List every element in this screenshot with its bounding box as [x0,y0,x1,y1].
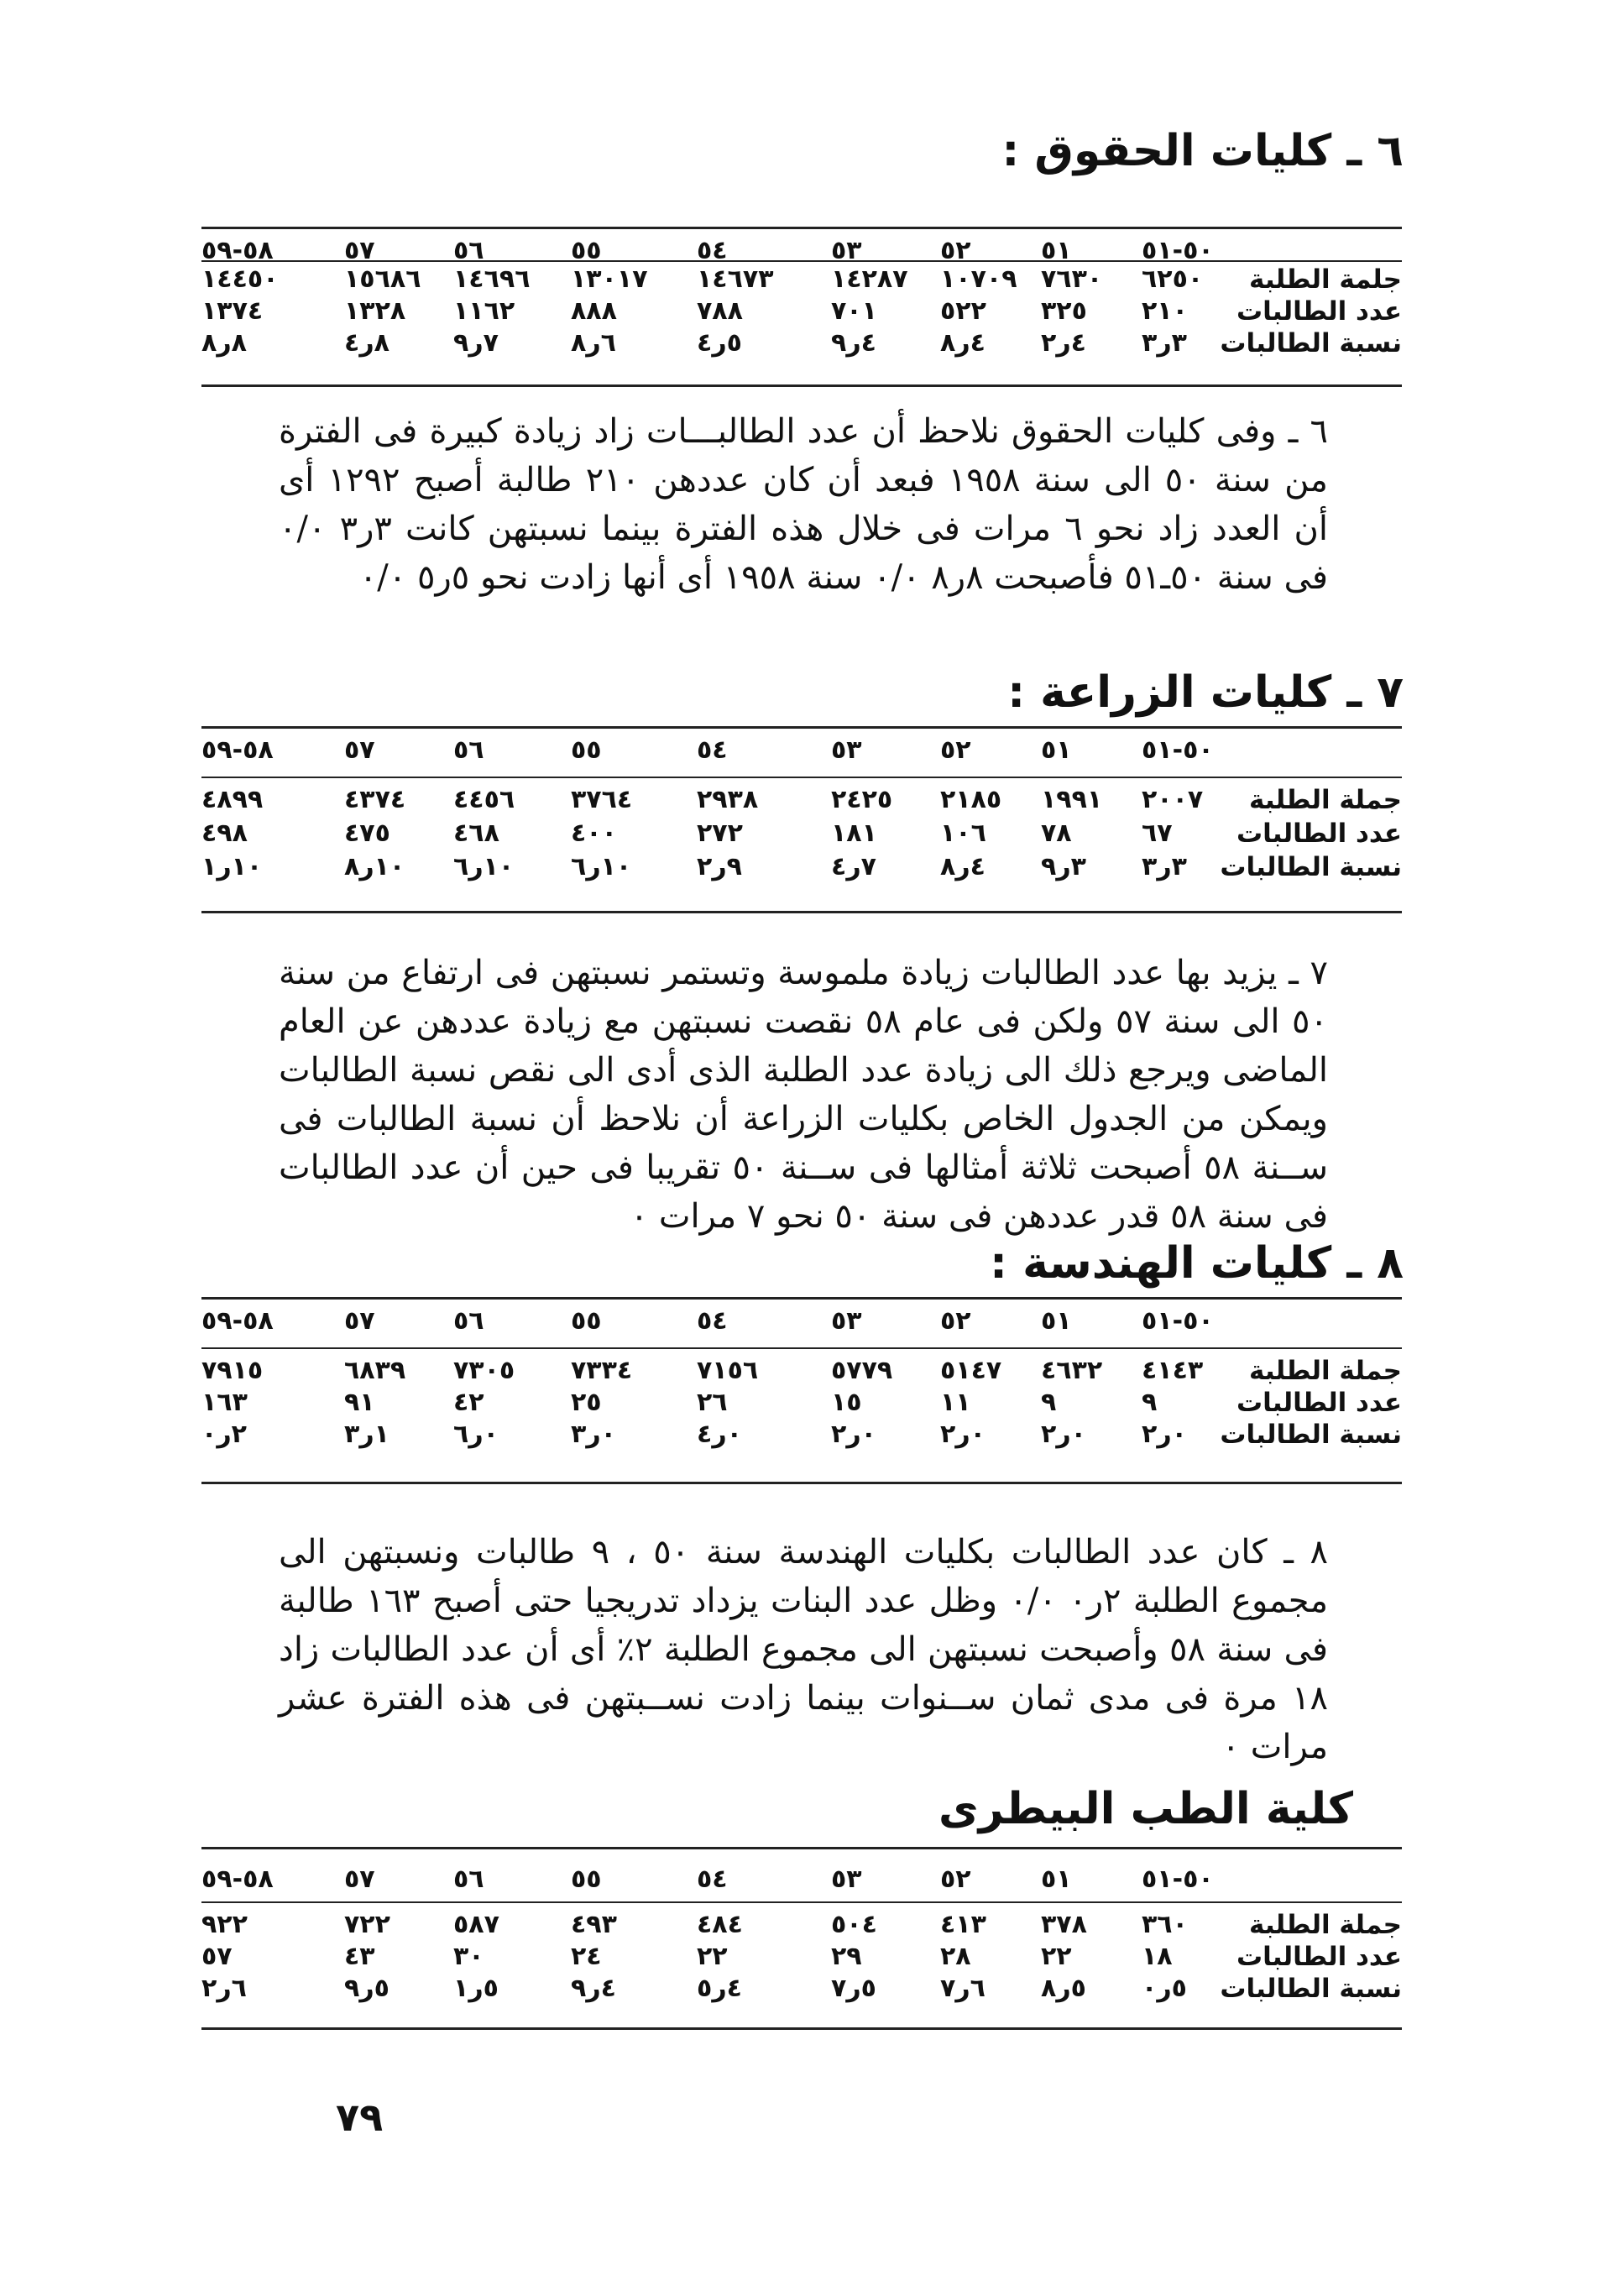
table-rule [201,726,1402,729]
year-header: ٥٦ [453,1865,484,1894]
table-cell: ٧ر٩ [453,328,499,358]
table-rule [201,1847,1402,1849]
table-cell: ٦ر٧ [940,1974,985,2003]
table-cell: ٣٢٥ [1041,296,1087,326]
table-cell: ٠ر٢ [1041,1420,1086,1449]
table-cell: ٩ [1041,1388,1057,1417]
table-cell: ٤٢ [453,1388,484,1417]
table-cell: ٢٧٢ [697,819,743,848]
table-row [201,1910,1402,1942]
table-rule [201,777,1402,778]
table-cell: ٠ر٤ [697,1420,742,1449]
table-row [201,1420,1402,1451]
table-cell: ٠ر٢ [940,1420,985,1449]
table-cell: ٠ر٣ [571,1420,616,1449]
year-header: ٥٤ [697,1306,728,1336]
table-header-row [201,1301,1402,1336]
table-cell: ١٠ر٨ [344,852,405,881]
table-cell: ٥ر٧ [831,1974,876,2003]
table-cell: ٧ر٤ [831,852,876,881]
year-header: ٥٤ [697,735,728,765]
table-cell: ١٦٣ [201,1388,248,1417]
table-cell: ١٣٧٤ [201,296,264,326]
table-cell: ٤٩٨ [201,819,248,848]
section-heading: ٨ ـ كليات الهندسة : [990,1238,1404,1289]
table-cell: ٢٤٢٥ [831,785,893,814]
table-cell: ٤٤٥٦ [453,785,515,814]
table-cell: ٩٢٢ [201,1910,248,1939]
year-header: ٥١ [1041,236,1072,265]
table-cell: ٤١٤٣ [1142,1356,1204,1385]
table-cell: ٨٨٨ [571,296,617,326]
table-cell: ٧٣٣٤ [571,1356,633,1385]
year-header: ٥٦ [453,1306,484,1336]
data-table-body [201,785,1402,886]
table-cell: ٨ر٨ [201,328,247,358]
table-cell: ٥ر٩ [344,1974,389,2003]
table-cell: ٩١ [344,1388,375,1417]
table-cell: ٤٠٠ [571,819,617,848]
row-label: عدد الطالبات [1236,1388,1402,1418]
table-rule [201,911,1402,913]
table-cell: ٤ر٩ [831,328,876,358]
table-cell: ٥ر٠ [1142,1974,1187,2003]
table-cell: ١٣٠١٧ [571,264,648,294]
data-table [201,730,1402,766]
table-cell: ٧٦٣٠ [1041,264,1103,294]
section-heading: ٧ ـ كليات الزراعة : [1007,667,1404,718]
year-header: ٥٧ [344,735,375,765]
year-header: ٥٧ [344,1865,375,1894]
table-cell: ١٤٤٥٠ [201,264,279,294]
year-header: ٥٨-٥٩ [201,1306,274,1336]
paragraph: ٦ ـ وفى كليات الحقوق نلاحظ أن عدد الطالبـــات زاد زيادة كبيرة فى الفترة من سنة ٥٠ الى سنة ١٩٥٨ فبعد أن كان عددهن ٢١٠ طالبة أصبح ١٢٩٢ أى أن العدد زاد نحو ٦ مرات فى خلال هذه الفترة بينما نسبتهن كانت ٣ر٣ ٠/٠ فى سنة ٥٠ـ٥١ فأصبحت ٨ر٨ ٠/٠ سنة ١٩٥٨ أى أنها زادت نحو ٥ر٥ ٠/٠ [279,412,1328,597]
row-label: جلمة الطلبة [1249,264,1402,295]
year-header: ٥٢ [940,735,971,765]
table-cell: ٩ [1142,1388,1158,1417]
table-cell: ٦٢٥٠ [1142,264,1204,294]
table-cell: ٥١٤٧ [940,1356,1002,1385]
table-cell: ١ر٣ [344,1420,389,1449]
table-cell: ١٤٦٧٣ [697,264,774,294]
table-cell: ٢١٨٥ [940,785,1002,814]
table-cell: ١٤٢٨٧ [831,264,908,294]
table-cell: ٢٩ [831,1942,862,1971]
year-header: ٥٧ [344,1306,375,1336]
table-rule [201,1297,1402,1300]
table-row [201,1974,1402,2006]
row-label: نسبة الطالبات [1220,328,1402,358]
year-header: ٥٨-٥٩ [201,735,274,765]
table-cell: ٣ر٩ [1041,852,1086,881]
table-cell: ٥٧ [201,1942,233,1971]
table-row [201,1356,1402,1388]
table-row [201,328,1402,360]
table-cell: ٧٨ [1041,819,1072,848]
table-cell: ٤٦٨ [453,819,499,848]
row-label: عدد الطالبات [1236,296,1402,327]
row-label: جملة الطلبة [1249,1910,1402,1940]
table-header-row [201,1859,1402,1895]
paragraph: ٨ ـ كان عدد الطالبات بكليات الهندسة سنة ٥٠ ، ٩ طالبات ونسبتهن الى مجموع الطلبة ٢ر٠ ٠/٠ وظل عدد البنات يزداد تدريجيا حتى أصبح ١٦٣ طالبة فى سنة ٥٨ وأصبحت نسبتهن الى مجموع الطلبة ٢٪ أى أن عدد الطالبات زاد ١٨ مرة فى مدى ثمان ســنوات بينما زادت نســبتهن فى هذه الفترة عشر مرات ٠ [279,1533,1329,1766]
year-header: ٥٦ [453,735,484,765]
table-cell: ٢٠٠٧ [1142,785,1204,814]
year-header: ٥١ [1041,1306,1072,1336]
table-cell: ٥ر٨ [1041,1974,1086,2003]
table-cell: ٢٢ [697,1942,728,1971]
table-cell: ٧٩١٥ [201,1356,264,1385]
row-label: عدد الطالبات [1236,1942,1402,1972]
table-cell: ٤١٣ [940,1910,986,1939]
year-header: ٥٤ [697,1865,728,1894]
year-header: ٥٠-٥١ [1142,735,1214,765]
table-cell: ٧١٥٦ [697,1356,759,1385]
table-cell: ١٠ر٦ [453,852,515,881]
paragraph: ٧ ـ يزيد بها عدد الطالبات زيادة ملموسة وتستمر نسبتهن فى ارتفاع من سنة ٥٠ الى سنة ٥٧ ولكن فى عام ٥٨ نقصت نسبتهن مع زيادة عددهن عن العام الماضى ويرجع ذلك الى زيادة عدد الطلبة الذى أدى الى نقص نسبة الطالبات ويمكن من الجدول الخاص بكليات الزراعة أن نلاحظ أن نسبة الطالبات فى ســنة ٥٨ أصبحت ثلاثة أمثالها فى ســنة ٥٠ تقريبا فى حين أن عدد الطالبات فى سنة ٥٨ قدر عددهن فى سنة ٥٠ نحو ٧ مرات ٠ [279,954,1329,1236]
year-header: ٥٠-٥١ [1142,236,1214,265]
table-header-row [201,730,1402,766]
year-header: ٥١ [1041,735,1072,765]
row-label: جملة الطلبة [1249,1356,1402,1386]
table-cell: ٢٨ [940,1942,971,1971]
year-header: ٥٥ [571,1306,602,1336]
table-cell: ١٣٢٨ [344,296,406,326]
data-table [201,1301,1402,1336]
table-cell: ٣٧٦٤ [571,785,633,814]
table-cell: ٠ر٢ [831,1420,876,1449]
table-cell: ٢٤ [571,1942,602,1971]
table-cell: ٧٨٨ [697,296,743,326]
table-cell: ٩ر٢ [697,852,742,881]
table-cell: ٤ر٥ [697,1974,742,2003]
table-cell: ٥ر١ [453,1974,499,2003]
table-cell: ٤٣ [344,1942,375,1971]
table-cell: ٤٩٣ [571,1910,617,1939]
table-cell: ٦ر٨ [571,328,616,358]
table-cell: ٢٢ [1041,1942,1072,1971]
table-row [201,1942,1402,1974]
year-header: ٥١ [1041,1865,1072,1894]
table-cell: ٠ر٢ [1142,1420,1187,1449]
table-cell: ١٠ر٦ [571,852,632,881]
table-cell: ٤٨٩٩ [201,785,264,814]
table-cell: ٧٠١ [831,296,877,326]
table-cell: ٥٠٤ [831,1910,877,1939]
table-cell: ١٥ [831,1388,862,1417]
data-table-body [201,1910,1402,2006]
section-heading: كلية الطب البيطرى [938,1784,1353,1834]
table-rule [201,1347,1402,1349]
year-header: ٥٢ [940,1865,971,1894]
year-header: ٥٣ [831,1306,862,1336]
table-cell: ٢١٠ [1142,296,1188,326]
table-rule [201,1482,1402,1484]
table-cell: ٣ر٣ [1142,852,1187,881]
table-cell: ٤٦٣٢ [1041,1356,1103,1385]
table-cell: ٤٨٤ [697,1910,743,1939]
table-cell: ٢ر٠ [201,1420,247,1449]
table-cell: ٧٢٢ [344,1910,390,1939]
table-row [201,852,1402,886]
year-header: ٥٣ [831,735,862,765]
table-cell: ٨ر٤ [344,328,389,358]
table-cell: ٤ر٢ [1041,328,1086,358]
table-rule [201,1901,1402,1903]
year-header: ٥٦ [453,236,484,265]
table-cell: ١٠٧٠٩ [940,264,1017,294]
year-header: ٥٥ [571,1865,602,1894]
row-label: نسبة الطالبات [1220,1420,1402,1450]
table-cell: ١٥٦٨٦ [344,264,421,294]
page-number: ٧٩ [336,2095,384,2140]
table-row [201,785,1402,819]
data-table [201,1859,1402,1895]
year-header: ٥٨-٥٩ [201,236,274,265]
table-cell: ١١ [940,1388,971,1417]
table-cell: ٥٢٢ [940,296,986,326]
year-header: ٥٤ [697,236,728,265]
table-cell: ١٩٩١ [1041,785,1103,814]
row-label: عدد الطالبات [1236,819,1402,849]
year-header: ٥٥ [571,236,602,265]
table-cell: ٥٨٧ [453,1910,499,1939]
table-cell: ٦ر٢ [201,1974,247,2003]
table-rule [201,2027,1402,2030]
year-header: ٥٣ [831,236,862,265]
table-rule [201,384,1402,387]
row-label: نسبة الطالبات [1220,852,1402,882]
table-cell: ٠ر٦ [453,1420,499,1449]
section-heading: ٦ ـ كليات الحقوق : [1001,126,1404,176]
year-header: ٥٨-٥٩ [201,1865,274,1894]
table-cell: ٤٣٧٤ [344,785,406,814]
row-label: جملة الطلبة [1249,785,1402,815]
table-cell: ٣٠ [453,1942,484,1971]
table-row [201,1388,1402,1420]
data-table-body [201,264,1402,360]
table-row [201,296,1402,328]
table-row [201,264,1402,296]
year-header: ٥٠-٥١ [1142,1865,1214,1894]
table-cell: ٤٧٥ [344,819,390,848]
table-cell: ٧٣٠٥ [453,1356,515,1385]
year-header: ٥٠-٥١ [1142,1306,1214,1336]
year-header: ٥٧ [344,236,375,265]
year-header: ٥٥ [571,735,602,765]
year-header: ٥٢ [940,1306,971,1336]
table-cell: ٤ر٩ [571,1974,616,2003]
table-cell: ٤ر٨ [940,852,985,881]
table-cell: ١٨ [1142,1942,1173,1971]
table-cell: ٦٧ [1142,819,1173,848]
table-cell: ١٠٦ [940,819,986,848]
row-label: نسبة الطالبات [1220,1974,1402,2004]
table-cell: ٤ر٨ [940,328,985,358]
table-cell: ٢٩٣٨ [697,785,759,814]
table-cell: ٣٦٠ [1142,1910,1188,1939]
table-cell: ٦٨٣٩ [344,1356,406,1385]
table-cell: ٣٧٨ [1041,1910,1087,1939]
table-cell: ١٨١ [831,819,877,848]
table-rule [201,260,1402,262]
table-cell: ١١٦٢ [453,296,515,326]
table-cell: ٥٧٧٩ [831,1356,893,1385]
table-cell: ٥ر٤ [697,328,742,358]
year-header: ٥٣ [831,1865,862,1894]
year-header: ٥٢ [940,236,971,265]
table-cell: ٢٥ [571,1388,602,1417]
table-cell: ١٠ر١ [201,852,263,881]
table-cell: ٣ر٣ [1142,328,1187,358]
table-cell: ١٤٦٩٦ [453,264,531,294]
data-table-body [201,1356,1402,1451]
table-row [201,819,1402,852]
table-rule [201,227,1402,229]
table-cell: ٢٦ [697,1388,728,1417]
